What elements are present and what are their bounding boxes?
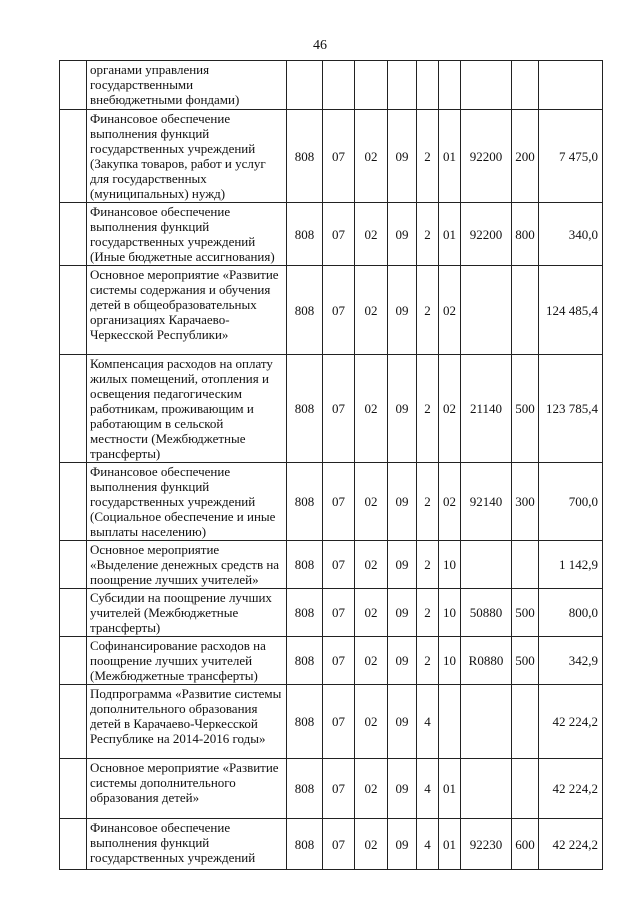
ministry-code-cell: 808 <box>287 637 323 685</box>
direction-code-cell <box>461 541 512 589</box>
direction-code-cell: 50880 <box>461 589 512 637</box>
main-activity-code-cell: 01 <box>439 110 461 203</box>
section-code-cell <box>323 61 355 110</box>
direction-code-cell <box>461 266 512 355</box>
direction-code-cell <box>461 61 512 110</box>
section-code-cell: 07 <box>323 685 355 759</box>
expense-type-cell: 500 <box>512 355 539 463</box>
row-number-cell <box>60 266 87 355</box>
subprogram-code-cell: 2 <box>417 463 439 541</box>
ministry-code-cell: 808 <box>287 589 323 637</box>
description-cell: Финансовое обеспечение выполнения функций государственных учреждений <box>87 819 287 870</box>
main-activity-code-cell: 01 <box>439 203 461 266</box>
row-number-cell <box>60 110 87 203</box>
ministry-code-cell: 808 <box>287 110 323 203</box>
section-code-cell: 07 <box>323 819 355 870</box>
program-code-cell: 09 <box>388 759 417 819</box>
main-activity-code-cell: 10 <box>439 637 461 685</box>
page-number: 46 <box>313 38 327 53</box>
description-cell: Компенсация расходов на оплату жилых помещений, отопления и освещения педагогическим работникам, проживающим и работающим в сельской местности (Межбюджетные трансферты) <box>87 355 287 463</box>
row-number-cell <box>60 819 87 870</box>
subprogram-code-cell: 2 <box>417 266 439 355</box>
main-activity-code-cell: 10 <box>439 541 461 589</box>
program-code-cell: 09 <box>388 589 417 637</box>
table-row <box>60 110 603 203</box>
program-code-cell: 09 <box>388 355 417 463</box>
subsection-code-cell: 02 <box>355 463 388 541</box>
section-code-cell: 07 <box>323 463 355 541</box>
amount-cell: 340,0 <box>539 203 603 266</box>
row-number-cell <box>60 203 87 266</box>
table-row <box>60 266 603 355</box>
amount-cell <box>539 61 603 110</box>
program-code-cell: 09 <box>388 110 417 203</box>
program-code-cell: 09 <box>388 203 417 266</box>
expense-type-cell: 200 <box>512 110 539 203</box>
subsection-code-cell: 02 <box>355 266 388 355</box>
subsection-code-cell: 02 <box>355 203 388 266</box>
direction-code-cell: 92200 <box>461 203 512 266</box>
budget-table <box>59 60 603 870</box>
direction-code-cell: 92230 <box>461 819 512 870</box>
description-cell: Основное мероприятие «Выделение денежных средств на поощрение лучших учителей» <box>87 541 287 589</box>
section-code-cell: 07 <box>323 637 355 685</box>
section-code-cell: 07 <box>323 110 355 203</box>
subsection-code-cell: 02 <box>355 759 388 819</box>
expense-type-cell <box>512 266 539 355</box>
program-code-cell: 09 <box>388 685 417 759</box>
direction-code-cell: 92140 <box>461 463 512 541</box>
expense-type-cell: 300 <box>512 463 539 541</box>
table-row <box>60 819 603 870</box>
subprogram-code-cell: 2 <box>417 355 439 463</box>
expense-type-cell <box>512 61 539 110</box>
ministry-code-cell: 808 <box>287 463 323 541</box>
subsection-code-cell: 02 <box>355 819 388 870</box>
row-number-cell <box>60 541 87 589</box>
description-cell: органами управления государственными внебюджетными фондами) <box>87 61 287 110</box>
amount-cell: 42 224,2 <box>539 685 603 759</box>
description-cell: Софинансирование расходов на поощрение лучших учителей (Межбюджетные трансферты) <box>87 637 287 685</box>
row-number-cell <box>60 637 87 685</box>
subsection-code-cell <box>355 61 388 110</box>
amount-cell: 700,0 <box>539 463 603 541</box>
section-code-cell: 07 <box>323 266 355 355</box>
row-number-cell <box>60 589 87 637</box>
subprogram-code-cell: 2 <box>417 637 439 685</box>
direction-code-cell <box>461 685 512 759</box>
subsection-code-cell: 02 <box>355 685 388 759</box>
table-row <box>60 685 603 759</box>
ministry-code-cell: 808 <box>287 819 323 870</box>
section-code-cell: 07 <box>323 759 355 819</box>
program-code-cell: 09 <box>388 266 417 355</box>
description-cell: Основное мероприятие «Развитие системы дополнительного образования детей» <box>87 759 287 819</box>
ministry-code-cell: 808 <box>287 203 323 266</box>
subprogram-code-cell: 4 <box>417 685 439 759</box>
subprogram-code-cell: 2 <box>417 110 439 203</box>
direction-code-cell: 21140 <box>461 355 512 463</box>
table-row <box>60 541 603 589</box>
table-row <box>60 463 603 541</box>
section-code-cell: 07 <box>323 589 355 637</box>
ministry-code-cell: 808 <box>287 685 323 759</box>
subsection-code-cell: 02 <box>355 589 388 637</box>
ministry-code-cell: 808 <box>287 541 323 589</box>
description-cell: Финансовое обеспечение выполнения функций государственных учреждений (Иные бюджетные ассигнования) <box>87 203 287 266</box>
main-activity-code-cell: 01 <box>439 819 461 870</box>
amount-cell: 42 224,2 <box>539 759 603 819</box>
subprogram-code-cell: 2 <box>417 203 439 266</box>
subprogram-code-cell: 2 <box>417 589 439 637</box>
ministry-code-cell: 808 <box>287 355 323 463</box>
main-activity-code-cell: 10 <box>439 589 461 637</box>
row-number-cell <box>60 463 87 541</box>
ministry-code-cell: 808 <box>287 759 323 819</box>
section-code-cell: 07 <box>323 541 355 589</box>
direction-code-cell: 92200 <box>461 110 512 203</box>
program-code-cell: 09 <box>388 541 417 589</box>
main-activity-code-cell <box>439 61 461 110</box>
subprogram-code-cell: 2 <box>417 541 439 589</box>
row-number-cell <box>60 355 87 463</box>
description-cell: Финансовое обеспечение выполнения функций государственных учреждений (Социальное обеспечение и иные выплаты населению) <box>87 463 287 541</box>
description-cell: Подпрограмма «Развитие системы дополнительного образования детей в Карачаево-Черкесской Республике на 2014-2016 годы» <box>87 685 287 759</box>
table-row <box>60 759 603 819</box>
amount-cell: 123 785,4 <box>539 355 603 463</box>
subprogram-code-cell: 4 <box>417 759 439 819</box>
main-activity-code-cell <box>439 685 461 759</box>
subsection-code-cell: 02 <box>355 541 388 589</box>
expense-type-cell: 600 <box>512 819 539 870</box>
table-row <box>60 61 603 110</box>
amount-cell: 7 475,0 <box>539 110 603 203</box>
expense-type-cell <box>512 541 539 589</box>
expense-type-cell <box>512 759 539 819</box>
expense-type-cell: 500 <box>512 637 539 685</box>
expense-type-cell: 800 <box>512 203 539 266</box>
table-row <box>60 589 603 637</box>
row-number-cell <box>60 759 87 819</box>
section-code-cell: 07 <box>323 355 355 463</box>
main-activity-code-cell: 02 <box>439 355 461 463</box>
expense-type-cell: 500 <box>512 589 539 637</box>
table-row <box>60 355 603 463</box>
subprogram-code-cell: 4 <box>417 819 439 870</box>
amount-cell: 124 485,4 <box>539 266 603 355</box>
row-number-cell <box>60 61 87 110</box>
description-cell: Основное мероприятие «Развитие системы содержания и обучения детей в общеобразовательных организациях Карачаево-Черкесской Республики» <box>87 266 287 355</box>
subsection-code-cell: 02 <box>355 637 388 685</box>
row-number-cell <box>60 685 87 759</box>
budget-table-body <box>60 61 603 870</box>
expense-type-cell <box>512 685 539 759</box>
subprogram-code-cell <box>417 61 439 110</box>
ministry-code-cell: 808 <box>287 266 323 355</box>
main-activity-code-cell: 02 <box>439 463 461 541</box>
amount-cell: 1 142,9 <box>539 541 603 589</box>
description-cell: Субсидии на поощрение лучших учителей (Межбюджетные трансферты) <box>87 589 287 637</box>
amount-cell: 800,0 <box>539 589 603 637</box>
ministry-code-cell <box>287 61 323 110</box>
program-code-cell <box>388 61 417 110</box>
program-code-cell: 09 <box>388 637 417 685</box>
description-cell: Финансовое обеспечение выполнения функций государственных учреждений (Закупка товаров, работ и услуг для государственных (муниципальных) нужд) <box>87 110 287 203</box>
main-activity-code-cell: 02 <box>439 266 461 355</box>
subsection-code-cell: 02 <box>355 355 388 463</box>
direction-code-cell: R0880 <box>461 637 512 685</box>
direction-code-cell <box>461 759 512 819</box>
amount-cell: 42 224,2 <box>539 819 603 870</box>
table-row <box>60 637 603 685</box>
program-code-cell: 09 <box>388 463 417 541</box>
program-code-cell: 09 <box>388 819 417 870</box>
subsection-code-cell: 02 <box>355 110 388 203</box>
table-row <box>60 203 603 266</box>
section-code-cell: 07 <box>323 203 355 266</box>
main-activity-code-cell: 01 <box>439 759 461 819</box>
amount-cell: 342,9 <box>539 637 603 685</box>
